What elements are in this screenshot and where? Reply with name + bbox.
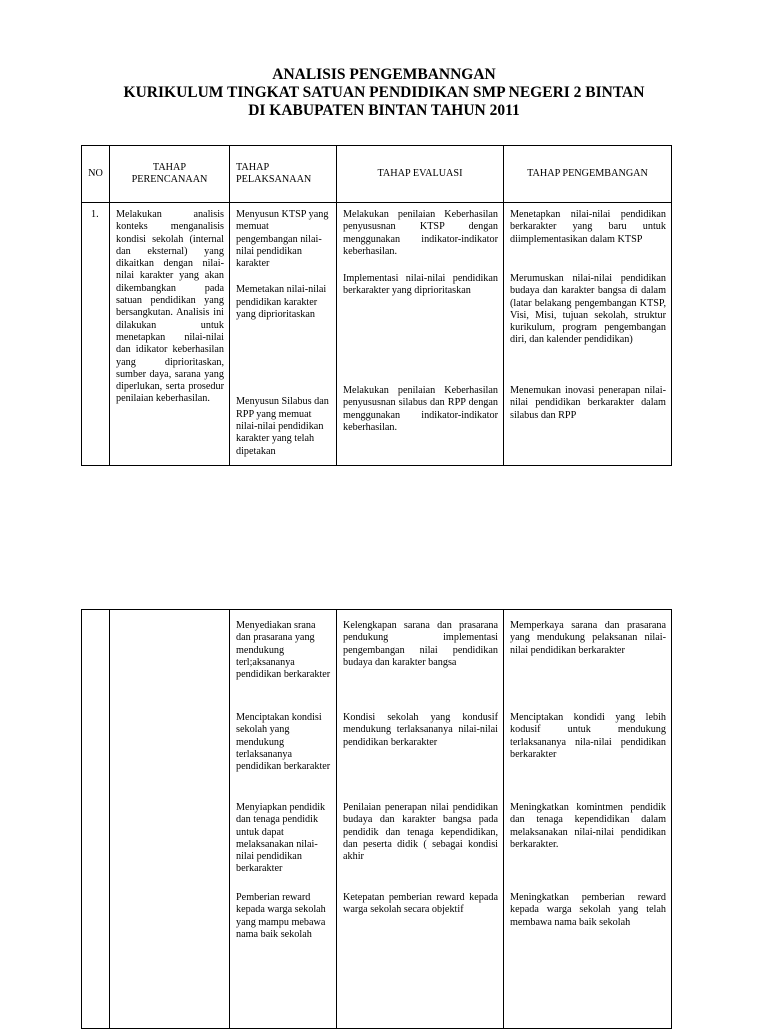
perencanaan-cell [110,610,230,1029]
header-evaluasi: TAHAP EVALUASI [337,146,504,203]
title-line-2: KURIKULUM TINGKAT SATUAN PENDIDIKAN SMP NEGERI 2 BINTAN [123,84,645,101]
analysis-table-page-1 [81,145,672,466]
perencanaan-cell: Melakukan analisis konteks menganalisis kondisi sekolah (internal dan eksternal) yang dikaitkan dengan nilai-nilai karakter yang akan dikembangkan pada satuan pendidikan yang bersangkutan. Analisis ini dilakukan untuk menetapkan nilai-nilai dan idikator keberhasilan yang diprioritaskan, sumber daya, sarana yang diperlukan, serta prosedur penilaian keberhasilan. [110,203,230,466]
table-row [82,610,672,1029]
header-no: NO [82,146,110,203]
header-perencanaan: TAHAP PERENCANAAN [110,146,230,203]
title-line-1: ANALISIS PENGEMBANNGAN [272,66,496,83]
evaluasi-cell: Kelengkapan sarana dan prasarana pendukung implementasi pengembangan nilai pendidikan budaya dan karakter bangsa Kondisi sekolah yang kondusif mendukung terlaksananya nilai-nilai pendidikan berkarakter Penilaian penerapan nilai pendidikan budaya dan karakter bangsa pada pendidik dan tenaga kependidikan, dan peserta didik ( sebagai kondisi akhir Ketepatan pemberian reward kepada warga sekolah secara objektif [337,610,504,1029]
header-pengembangan: TAHAP PENGEMBANGAN [504,146,672,203]
pengembangan-cell: Menetapkan nilai-nilai pendidikan berkarakter yang baru untuk diimplementasikan dalam KTSP Merumuskan nilai-nilai pendidikan budaya dan karakter bangsa di dalam (latar belakang pengembangan KTSP, Visi, Misi, tujuan sekolah, struktur kurikulum, program pengembangan diri, dan kalender pendidikan) Menemukan inovasi penerapan nilai-nilai pendidikan berkarakter dalam silabus dan RPP [504,203,672,466]
pelaksanaan-cell: Menyediakan srana dan prasarana yang mendukung terl;aksananya pendidikan berkarakter Menciptakan kondisi sekolah yang mendukung terlaksananya pendidikan berkarakter Menyiapkan pendidik dan tenaga pendidik untuk dapat melaksanakan nilai-nilai pendidikan berkarakter Pemberian reward kepada warga sekolah yang mampu mebawa nama baik sekolah [230,610,337,1029]
row-number [82,610,110,1029]
pelaksanaan-cell: Menyusun KTSP yang memuat pengembangan nilai-nilai pendidikan karakter Memetakan nilai-nilai pendidikan karakter yang diprioritaskan Menyusun Silabus dan RPP yang memuat nilai-nilai pendidikan karakter yang telah dipetakan [230,203,337,466]
pengembangan-cell: Memperkaya sarana dan prasarana yang mendukung pelaksanan nilai-nilai pendidikan berkarakter Menciptakan kondidi yang lebih kodusif untuk mendukung terlaksananya nila-nilai pendidikan berkarakter Meningkatkan komintmen pendidik dan tenaga kependidikan dalam melaksanakan nilai-nilai pendidikan berkarakter. Meningkatkan pemberian reward kepada warga sekolah yang telah membawa nama baik sekolah [504,610,672,1029]
document-title [0,66,768,120]
title-line-3: DI KABUPATEN BINTAN TAHUN 2011 [248,102,520,119]
analysis-table-page-2 [81,609,672,1029]
header-pelaksanaan: TAHAP PELAKSANAAN [230,146,337,203]
row-number: 1. [82,203,110,466]
table-row [82,203,672,466]
table-header-row [82,146,672,203]
evaluasi-cell: Melakukan penilaian Keberhasilan penyususnan KTSP dengan menggunakan indikator-indikator keberhasilan. Implementasi nilai-nilai pendidikan berkarakter yang diprioritaskan Melakukan penilaian Keberhasilan penyususnan silabus dan RPP dengan menggunakan indikator-indikator keberhasilan. [337,203,504,466]
